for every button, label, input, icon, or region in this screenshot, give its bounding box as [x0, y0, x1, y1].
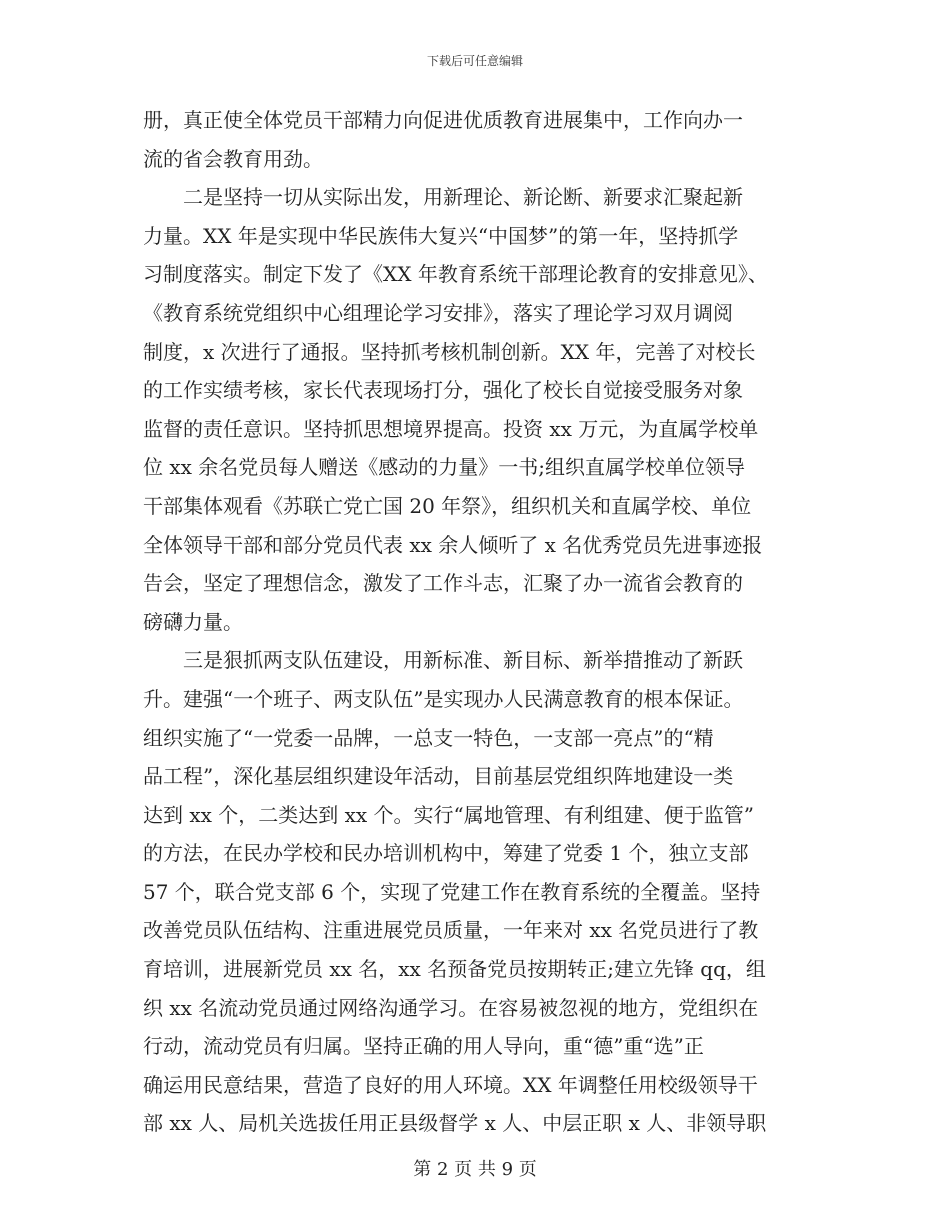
text-line: 改善党员队伍结构、注重进展党员质量，一年来对 xx 名党员进行了教	[143, 918, 759, 943]
text-line: 位 xx 余名党员每人赠送《感动的力量》一书;组织直属学校单位领导	[143, 455, 746, 480]
text-line: 告会，坚定了理想信念，激发了工作斗志，汇聚了办一流省会教育的	[143, 571, 743, 596]
text-line: 织 xx 名流动党员通过网络沟通学习。在容易被忽视的地方，党组织在	[143, 995, 759, 1020]
text-line: 达到 xx 个，二类达到 xx 个。实行“属地管理、有利组建、便于监管”	[143, 802, 754, 827]
text-line: 流的省会教育用劲。	[143, 146, 323, 171]
text-line: 的方法，在民办学校和民办培训机构中，筹建了党委 1 个，独立支部	[143, 841, 749, 866]
text-line: 57 个，联合党支部 6 个，实现了党建工作在教育系统的全覆盖。坚持	[143, 879, 761, 904]
text-line: 干部集体观看《苏联亡党亡国 20 年祭》，组织机关和直属学校、单位	[143, 493, 752, 518]
text-line: 育培训，进展新党员 xx 名，xx 名预备党员按期转正;建立先锋 qq，组	[143, 957, 766, 982]
text-line: 《教育系统党组织中心组理论学习安排》，落实了理论学习双月调阅	[143, 300, 733, 325]
text-line: 全体领导干部和部分党员代表 xx 余人倾听了 x 名优秀党员先进事迹报	[143, 532, 763, 557]
text-line: 行动，流动党员有归属。坚持正确的用人导向，重“德”重“选”正	[143, 1034, 704, 1059]
text-line: 力量。XX 年是实现中华民族伟大复兴“中国梦”的第一年，坚持抓学	[143, 223, 739, 248]
page-header: 下载后可任意编辑	[426, 54, 523, 68]
text-line: 二是坚持一切从实际出发，用新理论、新论断、新要求汇聚起新	[143, 185, 743, 210]
text-line: 品工程”，深化基层组织建设年活动，目前基层党组织阵地建设一类	[143, 764, 734, 789]
text-line: 部 xx 人、局机关选拔任用正县级督学 x 人、中层正职 x 人、非领导职	[143, 1111, 767, 1136]
text-line: 升。建强“一个班子、两支队伍”是实现办人民满意教育的根本保证。	[143, 686, 744, 711]
text-line: 监督的责任意识。坚持抓思想境界提高。投资 xx 万元，为直属学校单	[143, 416, 759, 441]
text-line: 制度，x 次进行了通报。坚持抓考核机制创新。XX 年，完善了对校长	[143, 339, 756, 364]
text-line: 三是狠抓两支队伍建设，用新标准、新目标、新举措推动了新跃	[143, 648, 743, 673]
text-line: 的工作实绩考核，家长代表现场打分，强化了校长自觉接受服务对象	[143, 378, 743, 403]
text-line: 磅礴力量。	[143, 609, 243, 634]
text-line: 册，真正使全体党员干部精力向促进优质教育进展集中，工作向办一	[143, 108, 743, 132]
text-line: 确运用民意结果，营造了良好的用人环境。XX 年调整任用校级领导干	[143, 1072, 758, 1097]
document-body	[143, 101, 813, 1143]
page-footer: 第 2 页 共 9 页	[413, 1159, 537, 1180]
text-line: 习制度落实。制定下发了《XX 年教育系统干部理论教育的安排意见》、	[143, 262, 768, 287]
text-line: 组织实施了“一党委一品牌，一总支一特色，一支部一亮点”的“精	[143, 725, 714, 750]
